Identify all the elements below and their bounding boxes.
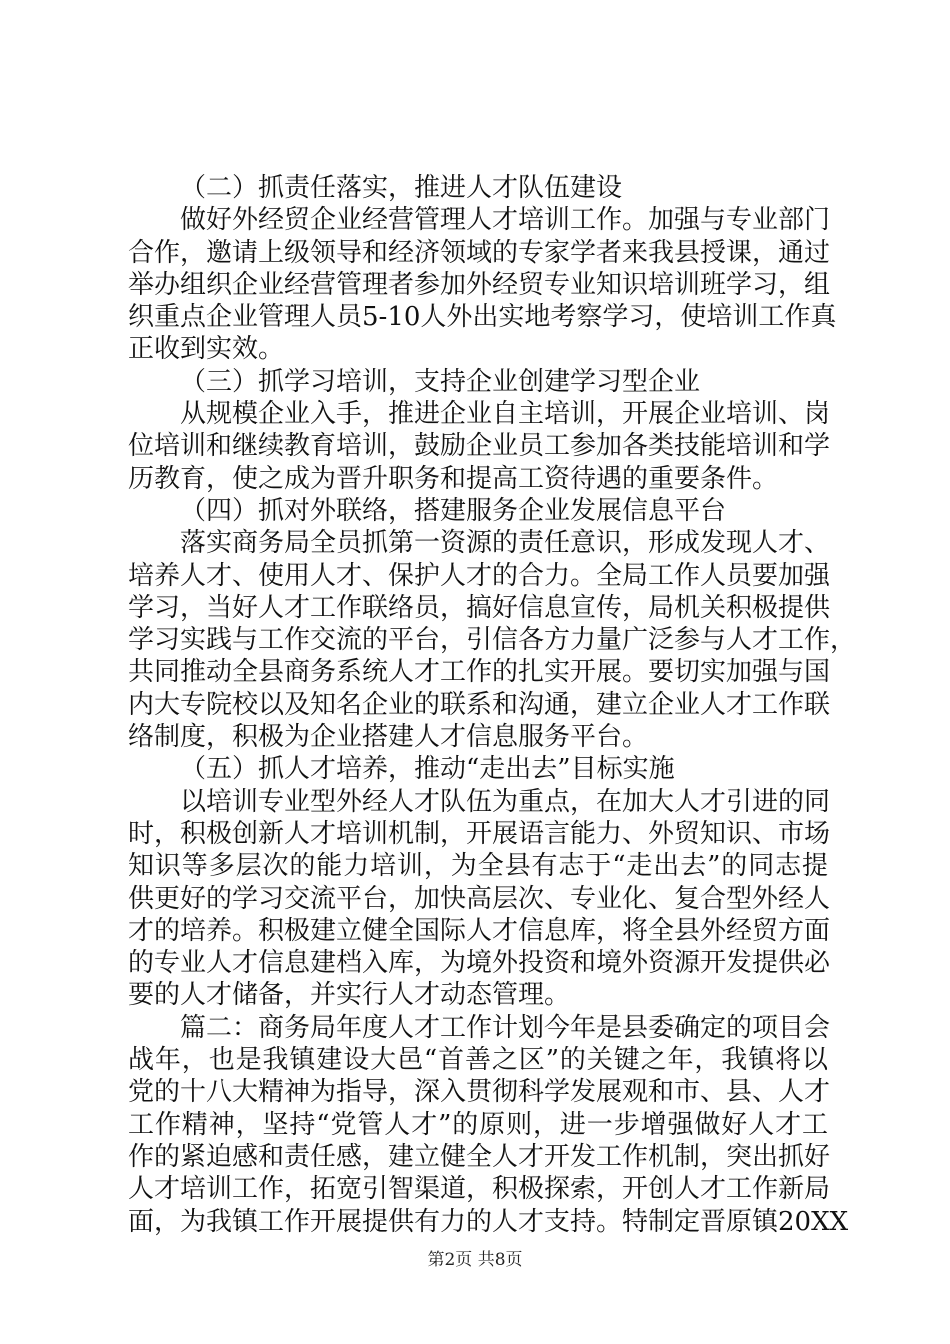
paragraph-line: 举办组织企业经营管理者参加外经贸专业知识培训班学习，组 bbox=[128, 269, 831, 300]
paragraph-line: 共同推动全县商务系统人才工作的扎实开展。要切实加强与国 bbox=[128, 657, 831, 688]
paragraph-last-line: 历教育，使之成为晋升职务和提高工资待遇的重要条件。 bbox=[128, 463, 779, 494]
paragraph-line: 学习，当好人才工作联络员，搞好信息宣传，局机关积极提供 bbox=[128, 592, 831, 623]
paragraph-line: 内大专院校以及知名企业的联系和沟通，建立企业人才工作联 bbox=[128, 689, 831, 720]
section-heading: （四）抓对外联络，搭建服务企业发展信息平台 bbox=[180, 495, 727, 526]
paragraph-line: 工作精神，坚持“党管人才”的原则，进一步增强做好人才工 bbox=[128, 1109, 828, 1140]
paragraph-line: 供更好的学习交流平台，加快高层次、专业化、复合型外经人 bbox=[128, 883, 831, 914]
paragraph-first-line: 从规模企业入手，推进企业自主培训，开展企业培训、岗 bbox=[180, 399, 831, 430]
section-heading: （三）抓学习培训，支持企业创建学习型企业 bbox=[180, 366, 701, 397]
paragraph-line: 学习实践与工作交流的平台，引信各方力量广泛参与人才工作， bbox=[128, 625, 857, 656]
paragraph-line: 合作，邀请上级领导和经济领域的专家学者来我县授课，通过 bbox=[128, 237, 831, 268]
paragraph-line: 作的紧迫感和责任感，建立健全人才开发工作机制，突出抓好 bbox=[128, 1141, 831, 1172]
paragraph-last-line: 络制度，积极为企业搭建人才信息服务平台。 bbox=[128, 722, 649, 753]
section-heading: （二）抓责任落实，推进人才队伍建设 bbox=[180, 173, 623, 203]
paragraph-line: 人才培训工作，拓宽引智渠道，积极探索，开创人才工作新局 bbox=[128, 1174, 831, 1205]
page-number-footer: 第2页 共8页 bbox=[427, 1250, 523, 1270]
paragraph-line: 培养人才、使用人才、保护人才的合力。全局工作人员要加强 bbox=[128, 560, 831, 591]
paragraph-line: 才的培养。积极建立健全国际人才信息库，将全县外经贸方面 bbox=[128, 915, 831, 946]
paragraph-line: 的专业人才信息建档入库，为境外投资和境外资源开发提供必 bbox=[128, 948, 831, 979]
paragraph-first-line: 篇二：商务局年度人才工作计划今年是县委确定的项目会 bbox=[180, 1012, 831, 1043]
paragraph-first-line: 做好外经贸企业经营管理人才培训工作。加强与专业部门 bbox=[180, 205, 831, 236]
paragraph-line: 织重点企业管理人员5-10人外出实地考察学习，使培训工作真 bbox=[128, 302, 837, 333]
paragraph-line: 面，为我镇工作开展提供有力的人才支持。特制定晋原镇20XX bbox=[128, 1206, 849, 1237]
paragraph-line: 位培训和继续教育培训，鼓励企业员工参加各类技能培训和学 bbox=[128, 431, 831, 462]
section-heading: （五）抓人才培养，推动“走出去”目标实施 bbox=[180, 754, 675, 785]
paragraph-last-line: 正收到实效。 bbox=[128, 334, 285, 365]
paragraph-line: 战年，也是我镇建设大邑“首善之区”的关键之年，我镇将以 bbox=[128, 1045, 828, 1076]
paragraph-line: 党的十八大精神为指导，深入贯彻科学发展观和市、县、人才 bbox=[128, 1077, 831, 1108]
paragraph-first-line: 落实商务局全员抓第一资源的责任意识，形成发现人才、 bbox=[180, 528, 831, 559]
document-body bbox=[128, 172, 857, 1238]
paragraph-line: 知识等多层次的能力培训，为全县有志于“走出去”的同志提 bbox=[128, 851, 828, 882]
paragraph-line: 时，积极创新人才培训机制，开展语言能力、外贸知识、市场 bbox=[128, 818, 831, 849]
paragraph-last-line: 要的人才储备，并实行人才动态管理。 bbox=[128, 980, 571, 1011]
paragraph-first-line: 以培训专业型外经人才队伍为重点，在加大人才引进的同 bbox=[180, 786, 831, 817]
